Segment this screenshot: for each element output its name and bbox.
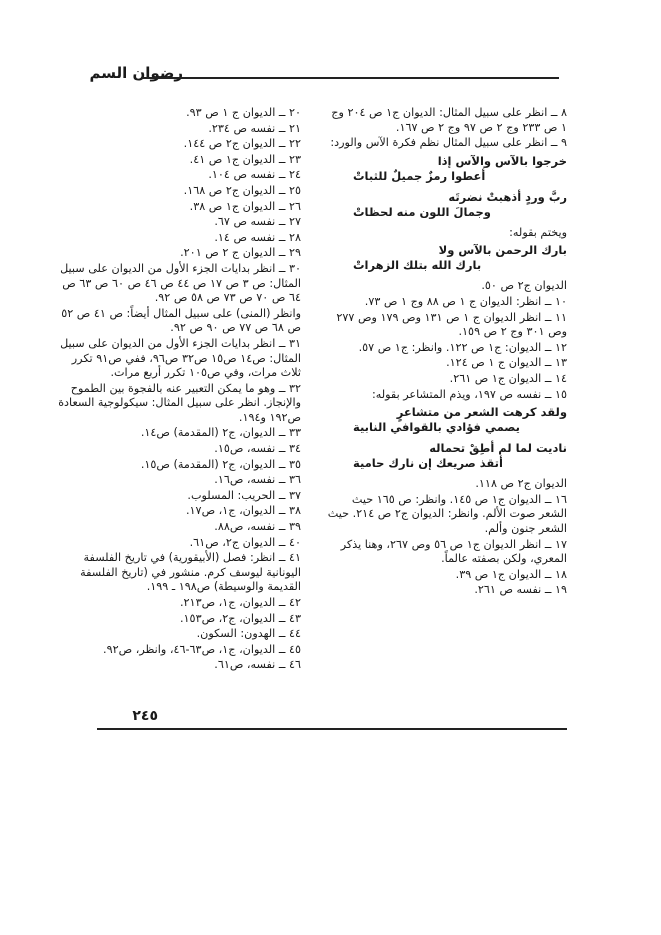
endnote: ٢١ ــ نفسه ص ٢٣٤.: [208, 121, 301, 135]
poem-verse: [323, 441, 567, 471]
endnote: ٤١ ــ انظر: فصل (الأبيقورية) في تاريخ الفلسفة اليونانية ليوسف كرم. منشور في (تاريخ الفلسفة القديمة والوسيطة) ص١٩٨ ـ ١٩٩.: [80, 551, 301, 594]
poem-verse: [323, 154, 567, 184]
endnote: ١٨ ــ الديوان ج١ ص ٣٩.: [455, 567, 567, 581]
endnote: ٢٨ ــ نفسه ص ١٤.: [214, 230, 301, 244]
notes-column-right: [323, 106, 567, 599]
endnote: ٣٥ ــ الديوان، ج٢ (المقدمة) ص١٥.: [140, 457, 301, 471]
endnote: ١١ ــ انظر الديوان ج ١ ص ١٣١ وص ١٧٩ وص ٢٧٧ وص ٣٠١ وج ٢ ص ١٥٩.: [336, 310, 567, 339]
endnote: ٩ ــ انظر على سبيل المثال نظم فكرة الآس والورد:: [330, 136, 567, 150]
poem-hemistich: ناديت لما لم أطِقْ تحماله: [429, 441, 567, 456]
poem-hemistich: بارك الرحمن بالآس ولا: [438, 243, 567, 258]
endnote: ٢٠ ــ الديوان ج ١ ص ٩٣.: [186, 106, 301, 119]
poem-verse: [323, 190, 567, 220]
endnote: ٤٦ ــ نفسه، ص٦١.: [214, 658, 301, 672]
poem-hemistich: ربَّ وردٍ أذهبتْ نضرتَه: [448, 189, 567, 204]
endnote: ٣٩ ــ نفسه، ص٨٨.: [214, 520, 301, 534]
endnote: ٣٨ ــ الديوان، ج١، ص١٧.: [185, 504, 301, 518]
notes-column-left: [57, 106, 301, 674]
endnote: ٣٧ ــ الحريب: المسلوب.: [187, 488, 301, 502]
endnote: ١٦ ــ الديوان ج١ ص ١٤٥. وانظر: ص ١٦٥ حيث الشعر صوت الألم. وانظر: الديوان ج٢ ص ٢١٤. حيث الشعر جنون وألم.: [327, 492, 567, 535]
endnote: وانظر (المنى) على سبيل المثال أيضاً: ص ٤١ ص ٥٢ ص ٦٨ ص ٧٧ ص ٩٠ ص ٩٢.: [61, 306, 301, 335]
endnote: ٤٢ ــ الديوان، ج١، ص٢١٣.: [179, 596, 301, 609]
poem-verse: [323, 243, 567, 273]
endnote: ١٣ ــ الديوان ج ١ ص ١٢٤.: [446, 356, 567, 370]
endnote: ٣٠ ــ انظر بدايات الجزء الأول من الديوان على سبيل المثال: ص ٣ ص ١٧ ص ٤٤ ص ٤٦ ص ٦٠ ص ٦٣ ص ٦٤ ص ٧٠ ص ٧٣ ص ٥٨ ص ٩٢.: [60, 261, 301, 305]
endnote: ١٥ ــ نفسه ص ١٩٧، ويذم المتشاعر بقوله:: [371, 387, 567, 401]
poem-verse: [323, 405, 567, 435]
header-rule: [141, 77, 559, 79]
endnote: ٢٤ ــ نفسه ص ١٠٤.: [208, 168, 301, 182]
endnote: ٢٣ ــ الديوان ج١ ص ٤١.: [189, 152, 301, 166]
endnote: ٨ ــ انظر على سبيل المثال: الديوان ج١ ص ٢٠٤ وج ١ ص ٢٣٣ وج ٢ ص ٩٧ وج ٢ ص ١٦٧.: [331, 106, 567, 134]
endnote: ١٤ ــ الديوان ج١ ص ٢٦١.: [449, 371, 567, 385]
endnote: الديوان ج٢ ص ١١٨.: [475, 477, 567, 491]
running-header-title: رضوان السم: [89, 64, 183, 82]
endnote: ١٧ ــ انظر الديوان ج١ ص ٥٦ وص ٢٦٧، وهنا يذكر المعري، ولكن بصفته عالماً.: [340, 537, 567, 566]
endnote: ٣٣ ــ الديوان، ج٢ (المقدمة) ص١٤.: [140, 426, 301, 440]
poem-hemistich: وجمالَ اللون منه لحظاتْ: [353, 204, 491, 219]
endnote: ٢٢ ــ الديوان ج٢ ص ١٤٤.: [183, 137, 301, 151]
poem-hemistich: أتقذ صريعك إن نارك حامية: [353, 456, 503, 471]
poem-hemistich: أعطوا رمزٌ جميلٌ للثباتْ: [353, 168, 486, 183]
endnote: ٢٧ ــ نفسه ص ٦٧.: [214, 215, 301, 229]
endnote: ٤٤ ــ الهدون: السكون.: [196, 627, 301, 641]
footer-rule: [97, 728, 567, 730]
endnote: ويختم بقوله:: [509, 225, 567, 239]
endnote: ٢٦ ــ الديوان ج١ ص ٣٨.: [189, 199, 301, 213]
endnote: ٣٦ ــ نفسه، ص١٦.: [214, 473, 301, 487]
endnote: ٢٥ ــ الديوان ج٢ ص ١٦٨.: [183, 183, 301, 197]
endnote: ٣٤ ــ نفسه، ص١٥.: [214, 442, 301, 456]
endnote: ٤٣ ــ الديوان، ج٢، ص١٥٣.: [179, 611, 301, 625]
endnote: ٤٥ ــ الديوان، ج١، ص٦٣-٤٦، وانظر، ص٩٢.: [103, 642, 301, 656]
endnote: ١٠ ــ انظر: الديوان ج ١ ص ٨٨ وج ١ ص ٧٣.: [364, 294, 567, 308]
page-number: ٢٤٥: [132, 708, 158, 724]
poem-hemistich: خرجوا بالآس والآس إذا: [437, 153, 567, 168]
endnote: ٣٢ ــ وهو ما يمكن التعبير عنه بالفجوة بين الطموح والإنجاز. انظر على سبيل المثال: سيكولوجية السعادة ص١٩٢ و١٩٤.: [58, 381, 301, 424]
endnote: الديوان ج٢ ص ٥٠.: [481, 279, 567, 293]
poem-hemistich: بارك الله بتلك الزهراتْ: [353, 258, 482, 273]
endnote: ٣١ ــ انظر بدايات الجزء الأول من الديوان على سبيل المثال: ص١٤ ص١٥ ص٣٢ ص٩٦، ففي ص٩١ تكرر ثلاث مرات، وفي ص١٠٥ تكرر أربع مرات.: [60, 336, 301, 380]
endnote: ١٩ ــ نفسه ص ٢٦١.: [474, 583, 567, 597]
poem-hemistich: يصمي فؤادي بالقوافي النابية: [353, 420, 520, 435]
endnote: ٢٩ ــ الديوان ج ٢ ص ٢٠١.: [180, 246, 301, 260]
endnote: ٤٠ ــ الديوان ج٢، ص٦١.: [189, 535, 301, 549]
poem-hemistich: ولقد كرهت الشعر من متشاعرٍ: [396, 405, 567, 420]
endnote: ١٢ ــ الديوان: ج١ ص ١٢٢. وانظر: ج١ ص ٥٧.: [358, 340, 567, 354]
